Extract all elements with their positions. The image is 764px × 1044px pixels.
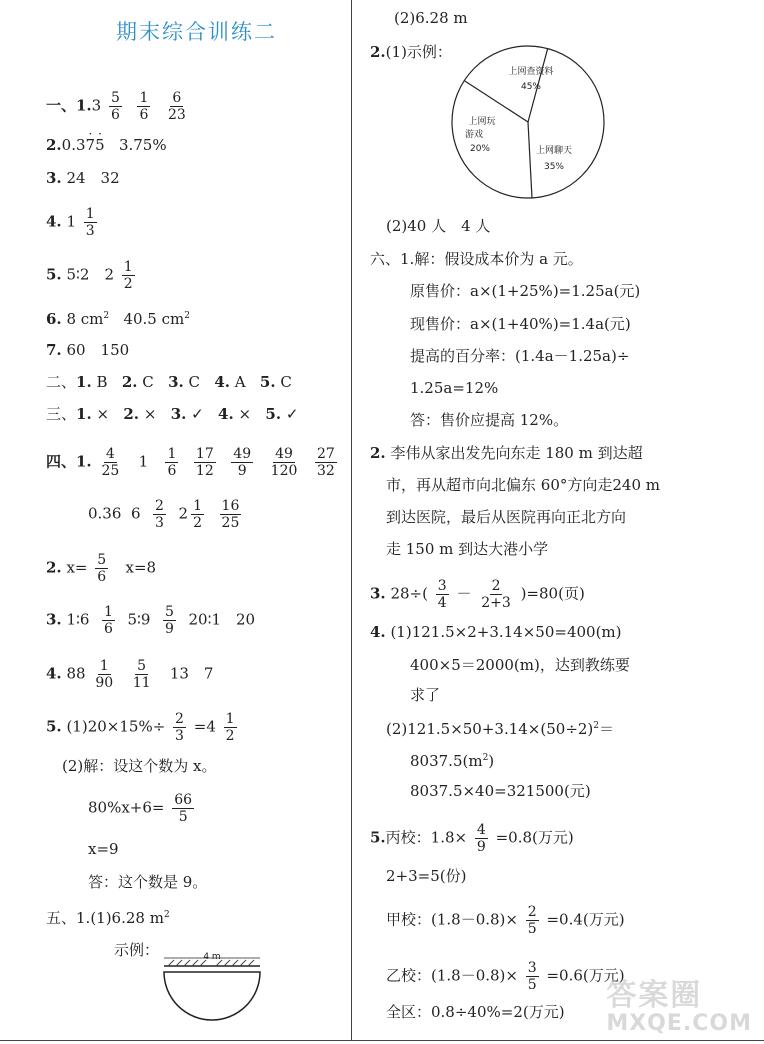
left-item-9: 三、1. × 2. × 3. ✓ 4. × 5. ✓	[46, 405, 299, 423]
left-item-21: 示例：	[114, 941, 160, 959]
watermark-logo: 答案圈 MXQE.COM	[606, 978, 752, 1036]
pie-value: 45%	[520, 82, 542, 92]
bottom-rule	[0, 1040, 764, 1041]
fraction: $\frac{1}{2}$	[123, 259, 133, 292]
fraction: $\frac{2}{2+3}$	[481, 578, 511, 611]
repeating-digit: · 5	[95, 136, 105, 154]
left-item-3: 3. 24 32	[46, 169, 120, 187]
repeating-digit: · 7	[86, 136, 96, 154]
right-item-23: 甲校：(1.8－0.8)× $\frac{2}{5}$ =0.4(万元)	[386, 904, 625, 937]
left-item-4: 4. 1 $\frac{1}{3}$	[46, 206, 95, 239]
right-item-17: 求了	[410, 686, 441, 704]
fraction: $\frac{1}{90}$	[95, 658, 114, 691]
fraction: $\frac{2}{3}$	[155, 498, 164, 531]
fraction: $\frac{1}{2}$	[193, 498, 202, 531]
right-item-24: 乙校：(1.8－0.8)× $\frac{3}{5}$ =0.6(万元)	[386, 960, 625, 993]
pie-chart	[446, 44, 612, 200]
right-item-8: 1.25a=12%	[410, 379, 499, 397]
left-item-5: 5. 5∶2 2 $\frac{1}{2}$	[46, 259, 133, 292]
right-item-21: 5.丙校：1.8× $\frac{4}{9}$ =0.8(万元)	[370, 822, 574, 855]
left-item-16: (2)解：设这个数为 x。	[62, 757, 217, 775]
left-item-13: 3. 1∶6 $\frac{1}{6}$ 5∶9 $\frac{5}{9}$ 20∶1 20	[46, 604, 256, 637]
figure-width-label: 4 m	[203, 952, 221, 962]
left-item-12: 2. x= $\frac{5}{6}$ x=8	[46, 552, 157, 585]
fraction: $\frac{1}{2}$	[225, 711, 235, 744]
right-item-7: 提高的百分率：(1.4a－1.25a)÷	[410, 347, 630, 365]
right-item-1: (2)6.28 m	[394, 9, 468, 27]
pie-slice-edge	[464, 81, 528, 122]
left-item-2: 2.0.3· 7· 5 3.75%	[46, 135, 167, 155]
fraction: $\frac{1}{6}$	[139, 90, 149, 123]
right-item-15: 4. (1)121.5×2+3.14×50=400(m)	[370, 623, 622, 641]
right-item-20: 8037.5×40=321500(元)	[410, 782, 591, 800]
left-item-6: 6. 8 $cm^2$ 40.5 $cm^2$	[46, 310, 190, 328]
pie-value: 35%	[543, 162, 565, 172]
right-item-18: $(2)121.5\times 50+3.14\times(50\div 2)^2=$	[386, 720, 615, 738]
left-item-20: 五、1.(1)6.28 $m^2$	[46, 909, 170, 927]
left-item-1: 一、1.3 $\frac{5}{6}$ $\frac{1}{6}$ $\frac{6}{23}$	[46, 90, 186, 123]
right-item-22: 2+3=5(份)	[386, 867, 467, 885]
right-item-9: 答：售价应提高 12%。	[410, 411, 569, 429]
fraction: $\frac{3}{5}$	[527, 960, 537, 993]
left-item-8: 二、1. B 2. C 3. C 4. A 5. C	[46, 373, 292, 391]
right-item-13: 走 150 m 到达大港小学	[386, 540, 549, 558]
left-item-18: x=9	[88, 840, 119, 858]
fraction: $\frac{3}{4}$	[437, 578, 447, 611]
left-item-11: 0.36 6 $\frac{2}{3}$ 2 $\frac{1}{2}$ $\frac{16}{25}$	[88, 498, 240, 531]
pie-label: 上网查资料	[508, 67, 554, 77]
left-item-17: 80%x+6= $\frac{66}{5}$	[88, 792, 193, 825]
fraction: $\frac{17}{12}$	[195, 446, 214, 479]
fraction: $\frac{2}{3}$	[175, 711, 184, 744]
fraction: $\frac{5}{11}$	[132, 658, 151, 691]
fraction: $\frac{6}{23}$	[167, 90, 186, 123]
fraction: $\frac{1}{3}$	[85, 206, 95, 239]
left-item-19: 答：这个数是 9。	[88, 873, 208, 891]
right-item-3: (2)40 人 4 人	[386, 217, 491, 235]
right-item-10: 2. 李伟从家出发先向东走 180 m 到达超	[370, 444, 643, 462]
pie-slice-edge	[528, 122, 532, 198]
pie-label: 游戏	[464, 130, 484, 140]
right-item-6: 现售价：a×(1+40%)=1.4a(元)	[410, 315, 631, 333]
fraction: $\frac{5}{6}$	[97, 552, 107, 585]
fraction: $\frac{49}{9}$	[233, 446, 252, 479]
fraction: $\frac{27}{32}$	[316, 446, 335, 479]
left-item-15: 5. (1)20×15%÷ $\frac{2}{3}$ =4 $\frac{1}{2}$	[46, 711, 235, 744]
pie-value: 20%	[469, 144, 491, 154]
fraction: $\frac{16}{25}$	[221, 498, 240, 531]
fraction: $\frac{5}{6}$	[111, 90, 120, 123]
left-item-14: 4. 88 $\frac{1}{90}$ $\frac{5}{11}$ 13 7	[46, 658, 214, 691]
right-item-2: 2.(1)示例：	[370, 43, 452, 61]
column-divider	[351, 0, 352, 1040]
fraction: $\frac{5}{9}$	[165, 604, 174, 637]
page-title: 期末综合训练二	[116, 20, 277, 44]
right-item-11: 市，再从超市向北偏东 60°方向走240 m	[386, 476, 660, 494]
fraction: $\frac{1}{6}$	[104, 604, 113, 637]
fraction: $\frac{66}{5}$	[174, 792, 193, 825]
right-item-16: 400×5＝2000(m)，达到教练要	[410, 656, 630, 674]
left-item-7: 7. 60 150	[46, 341, 130, 359]
fraction: $\frac{2}{5}$	[527, 904, 537, 937]
left-item-10: 四、1. $\frac{4}{25}$ 1 $\frac{1}{6}$ $\frac{17}{12}$ $\frac{49}{9}$ $\frac{49}{120}$ $\frac{27}{32}$	[46, 446, 335, 479]
right-item-14: 3. 28÷( $\frac{3}{4}$ － $\frac{2}{2+3}$ )=80(页)	[370, 578, 585, 611]
fraction: $\frac{1}{6}$	[167, 446, 177, 479]
semicircle-figure	[154, 950, 270, 1030]
fraction: $\frac{49}{120}$	[270, 446, 298, 479]
pie-label: 上网玩	[468, 117, 496, 127]
right-item-19: $8037.5(m^2)$	[410, 752, 495, 770]
right-item-25: 全区：0.8÷40%=2(万元)	[386, 1003, 565, 1021]
fraction: $\frac{4}{25}$	[101, 446, 120, 479]
right-item-4: 六、1.解：假设成本价为 a 元。	[370, 250, 583, 268]
right-item-5: 原售价：a×(1+25%)=1.25a(元)	[410, 282, 641, 300]
right-item-12: 到达医院，最后从医院再向正北方向	[386, 508, 627, 526]
fraction: $\frac{4}{9}$	[476, 822, 486, 855]
pie-label: 上网聊天	[535, 146, 573, 156]
